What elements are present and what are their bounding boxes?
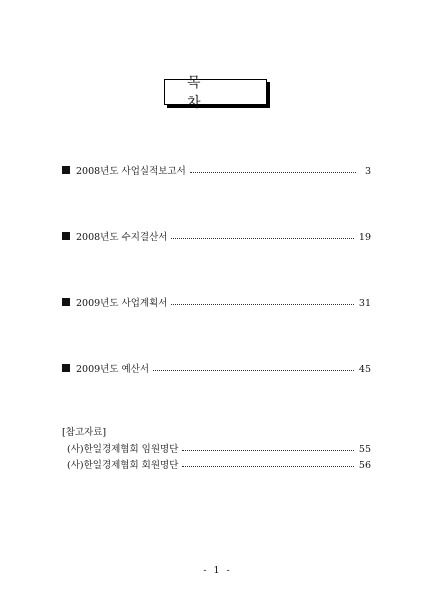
- bullet-square-icon: [62, 232, 70, 240]
- bullet-square-icon: [62, 166, 70, 174]
- toc-entry[interactable]: [62, 229, 371, 243]
- toc-entry-label: 2009년도 예산서: [76, 364, 150, 375]
- dot-leader: [182, 466, 354, 467]
- reference-entry-label: (사)한일경제협회 임원명단: [67, 444, 179, 455]
- page-number-footer: - 1 -: [203, 565, 232, 576]
- references-heading: [참고자료]: [62, 427, 107, 438]
- reference-entry[interactable]: [67, 457, 371, 471]
- reference-entry-label: (사)한일경제협회 회원명단: [67, 460, 179, 471]
- dot-leader: [153, 370, 354, 371]
- bullet-square-icon: [62, 298, 70, 306]
- bullet-square-icon: [62, 364, 70, 372]
- toc-entry-label: 2008년도 사업실적보고서: [76, 166, 186, 177]
- page-title: 목 차: [164, 79, 267, 105]
- dot-leader: [171, 304, 353, 305]
- dot-leader: [190, 172, 356, 173]
- reference-entry-page: 55: [358, 444, 371, 455]
- toc-entry-label: 2008년도 수지결산서: [76, 232, 168, 243]
- toc-entry[interactable]: [62, 361, 371, 375]
- reference-entry-page: 56: [358, 460, 371, 471]
- toc-entry[interactable]: [62, 163, 371, 177]
- toc-entry-page: 19: [358, 232, 371, 243]
- toc-entry-page: 3: [364, 166, 371, 177]
- dot-leader: [171, 238, 353, 239]
- reference-entry[interactable]: [67, 441, 371, 455]
- toc-entry-page: 31: [358, 298, 371, 309]
- toc-entry-page: 45: [358, 364, 371, 375]
- toc-entry-label: 2009년도 사업계획서: [76, 298, 168, 309]
- toc-entry[interactable]: [62, 295, 371, 309]
- dot-leader: [182, 450, 354, 451]
